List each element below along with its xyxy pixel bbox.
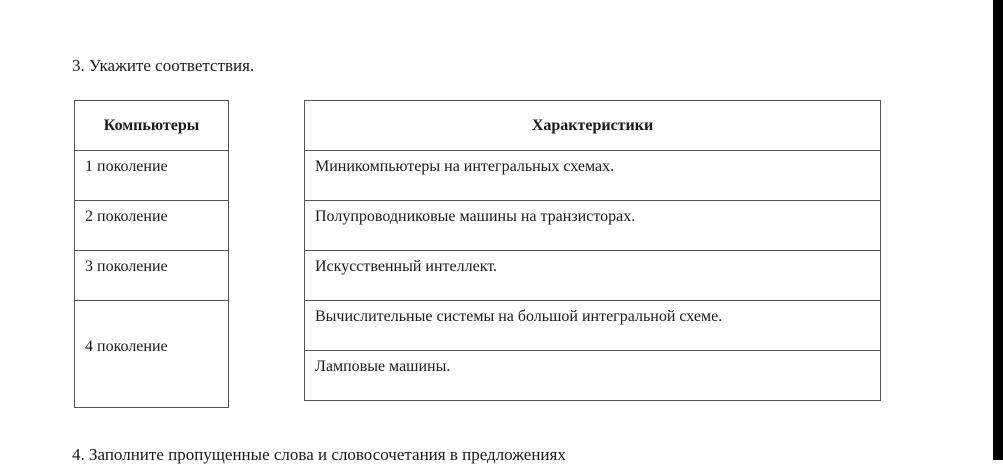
generation-cell: 1 поколение bbox=[75, 151, 229, 201]
table-row bbox=[75, 251, 229, 301]
generation-cell: 3 поколение bbox=[75, 251, 229, 301]
table-row bbox=[305, 151, 881, 201]
table-header-row bbox=[75, 101, 229, 151]
question-3-title: 3. Укажите соответствия. bbox=[72, 56, 255, 75]
characteristic-cell: Искусственный интеллект. bbox=[305, 251, 881, 301]
table-row bbox=[305, 201, 881, 251]
table-row bbox=[305, 351, 881, 401]
question-4-title: 4. Заполните пропущенные слова и словосочетания в предложениях bbox=[72, 445, 566, 464]
characteristics-header: Характеристики bbox=[305, 101, 881, 151]
computers-table bbox=[74, 100, 229, 408]
characteristics-table bbox=[304, 100, 881, 401]
table-row bbox=[305, 251, 881, 301]
characteristic-cell: Полупроводниковые машины на транзисторах. bbox=[305, 201, 881, 251]
characteristic-cell: Миникомпьютеры на интегральных схемах. bbox=[305, 151, 881, 201]
table-row bbox=[75, 201, 229, 251]
computers-header: Компьютеры bbox=[75, 101, 229, 151]
characteristic-cell: Ламповые машины. bbox=[305, 351, 881, 401]
generation-cell: 2 поколение bbox=[75, 201, 229, 251]
table-row bbox=[305, 301, 881, 351]
generation-cell: 4 поколение bbox=[75, 301, 229, 408]
table-header-row bbox=[305, 101, 881, 151]
characteristic-cell: Вычислительные системы на большой интегральной схеме. bbox=[305, 301, 881, 351]
table-row bbox=[75, 151, 229, 201]
screen-edge-bar bbox=[993, 0, 1003, 460]
table-row bbox=[75, 301, 229, 408]
